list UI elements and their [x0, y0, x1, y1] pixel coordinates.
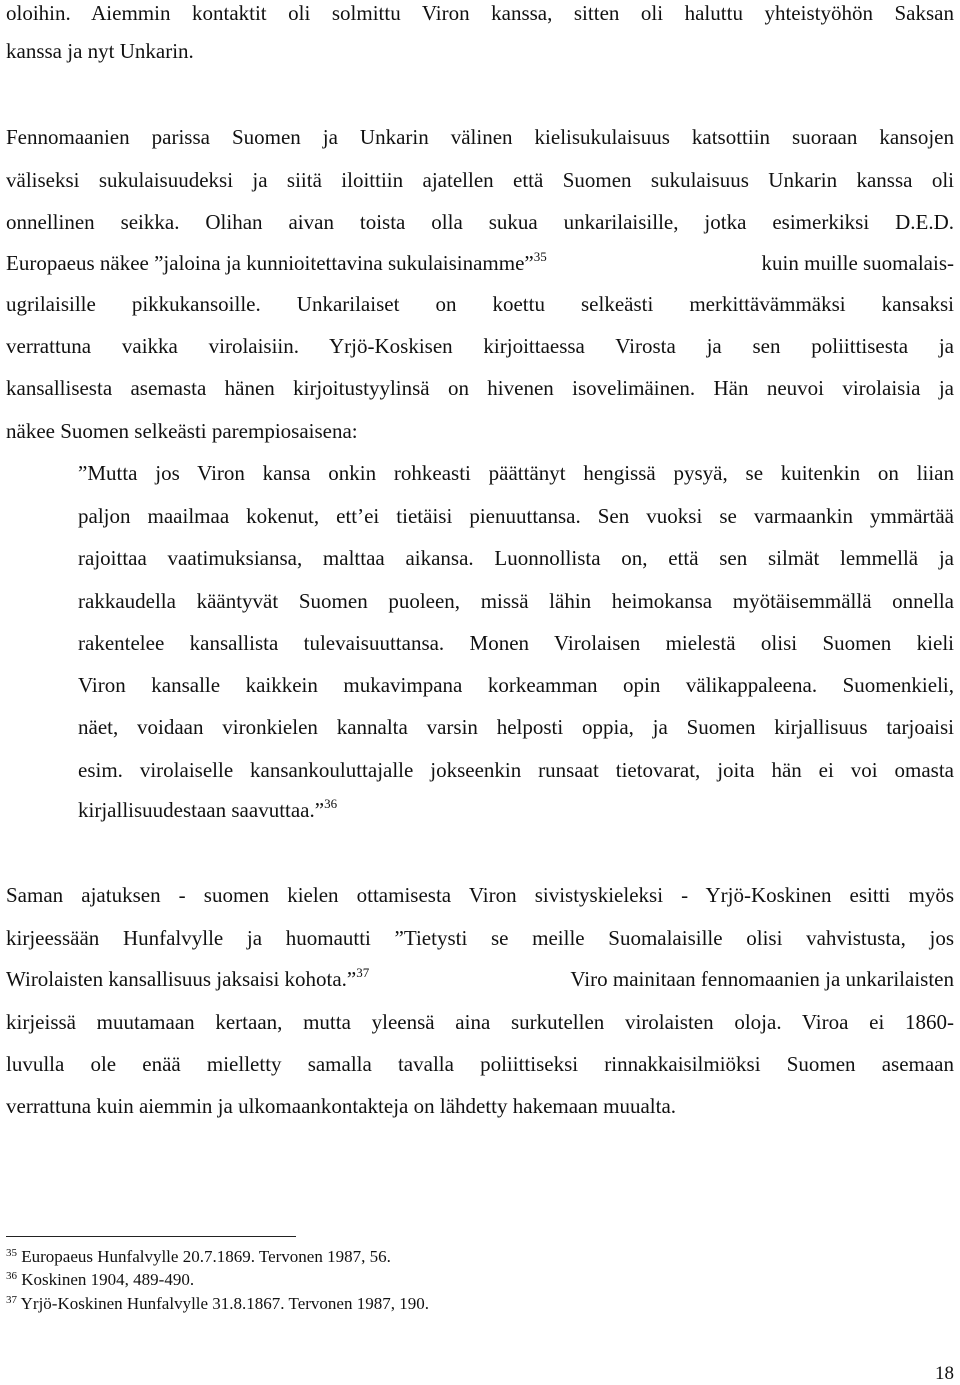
footnote-number: 35 [6, 1247, 17, 1259]
footnote-ref: 36 [324, 796, 338, 811]
body-line: kansallisesta asemasta hänen kirjoitustyylinsä on hivenen isovelimäinen. Hän neuvoi virolaisia ja [6, 376, 954, 400]
quote-line: rajoittaa vaatimuksiansa, malttaa aikansa. Luonnollista on, että sen silmät lemmellä ja [78, 546, 954, 570]
body-line-with-footnote [6, 250, 954, 276]
body-line: kanssa ja nyt Unkarin. [6, 39, 194, 63]
quote-text: kirjallisuudestaan saavuttaa.” [78, 798, 325, 822]
page-number: 18 [935, 1363, 954, 1384]
body-line: Saman ajatuksen - suomen kielen ottamisesta Viron sivistyskieleksi - Yrjö-Koskinen esitti myös [6, 883, 954, 907]
body-line: verrattuna kuin aiemmin ja ulkomaankontakteja on lähdetty hakemaan muualta. [6, 1094, 677, 1118]
body-line: oloihin. Aiemmin kontaktit oli solmittu Viron kanssa, sitten oli haluttu yhteistyöhön Saksan [6, 1, 954, 25]
footnote [6, 1247, 391, 1267]
body-line-with-footnote [6, 966, 954, 992]
quote-line-with-footnote [78, 797, 954, 823]
quote-line: rakentelee kansallista tulevaisuuttansa. Monen Virolaisen mielestä olisi Suomen kieli [78, 631, 954, 655]
footnote-text: Koskinen 1904, 489-490. [21, 1270, 195, 1289]
quote-line: paljon maailmaa kokenut, ett’ei tietäisi pienuuttansa. Sen vuoksi se varmaankin ymmärtää [78, 504, 954, 528]
body-line: verrattuna vaikka virolaisiin. Yrjö-Koskisen kirjoittaessa Virosta ja sen poliittisesta ja [6, 334, 954, 358]
footnote [6, 1270, 194, 1290]
quote-line: esim. virolaiselle kansankouluttajalle jokseenkin runsaat tietovarat, joita hän ei voi omasta [78, 758, 954, 782]
quote-line: rakkaudella kääntyvät Suomen puoleen, missä lähin heimokansa myötäisemmällä onnella [78, 589, 954, 613]
body-line: Fennomaanien parissa Suomen ja Unkarin välinen kielisukulaisuus katsottiin suoraan kansojen [6, 125, 954, 149]
body-text: Wirolaisten kansallisuus jaksaisi kohota.” [6, 967, 357, 991]
body-text: kuin muille suomalais- [761, 251, 954, 275]
footnote-text: Yrjö-Koskinen Hunfalvylle 31.8.1867. Tervonen 1987, 190. [20, 1294, 429, 1313]
footnote-ref: 35 [533, 249, 547, 264]
quote-line: näet, voidaan vironkielen kannalta varsin helposti oppia, ja Suomen kirjallisuus tarjoaisi [78, 715, 954, 739]
footnote-text: Europaeus Hunfalvylle 20.7.1869. Tervonen 1987, 56. [21, 1247, 391, 1266]
body-line: väliseksi sukulaisuudeksi ja siitä iloittiin ajatellen että Suomen sukulaisuus Unkarin kanssa oli [6, 168, 954, 192]
body-line: kirjeessään Hunfalvylle ja huomautti ”Tietysti se meille Suomalaisille olisi vahvistusta, jos [6, 926, 954, 950]
body-line: kirjeissä muutamaan kertaan, mutta yleensä aina surkutellen virolaisten oloja. Viroa ei 1860- [6, 1010, 954, 1034]
footnote [6, 1294, 429, 1314]
body-text: Europaeus näkee ”jaloina ja kunnioitettavina sukulaisinamme” [6, 251, 534, 275]
footnote-number: 36 [6, 1270, 17, 1282]
body-line: onnellinen seikka. Olihan aivan toista olla sukua unkarilaisille, jotka esimerkiksi D.E.D. [6, 210, 954, 234]
footnote-ref: 37 [356, 965, 370, 980]
body-text: Viro mainitaan fennomaanien ja unkarilaisten [570, 967, 954, 991]
quote-line: ”Mutta jos Viron kansa onkin rohkeasti päättänyt hengissä pysyä, se kuitenkin on liian [78, 461, 954, 485]
body-line: näkee Suomen selkeästi parempiosaisena: [6, 419, 358, 443]
quote-line: Viron kansalle kaikkein mukavimpana korkeamman opin välikappaleena. Suomenkieli, [78, 673, 954, 697]
footnote-divider [6, 1236, 296, 1237]
footnote-number: 37 [6, 1294, 17, 1306]
body-line: luvulla ole enää mielletty samalla tavalla poliittiseksi rinnakkaisilmiöksi Suomen asemaan [6, 1052, 954, 1076]
body-line: ugrilaisille pikkukansoille. Unkarilaiset on koettu selkeästi merkittävämmäksi kansaksi [6, 292, 954, 316]
